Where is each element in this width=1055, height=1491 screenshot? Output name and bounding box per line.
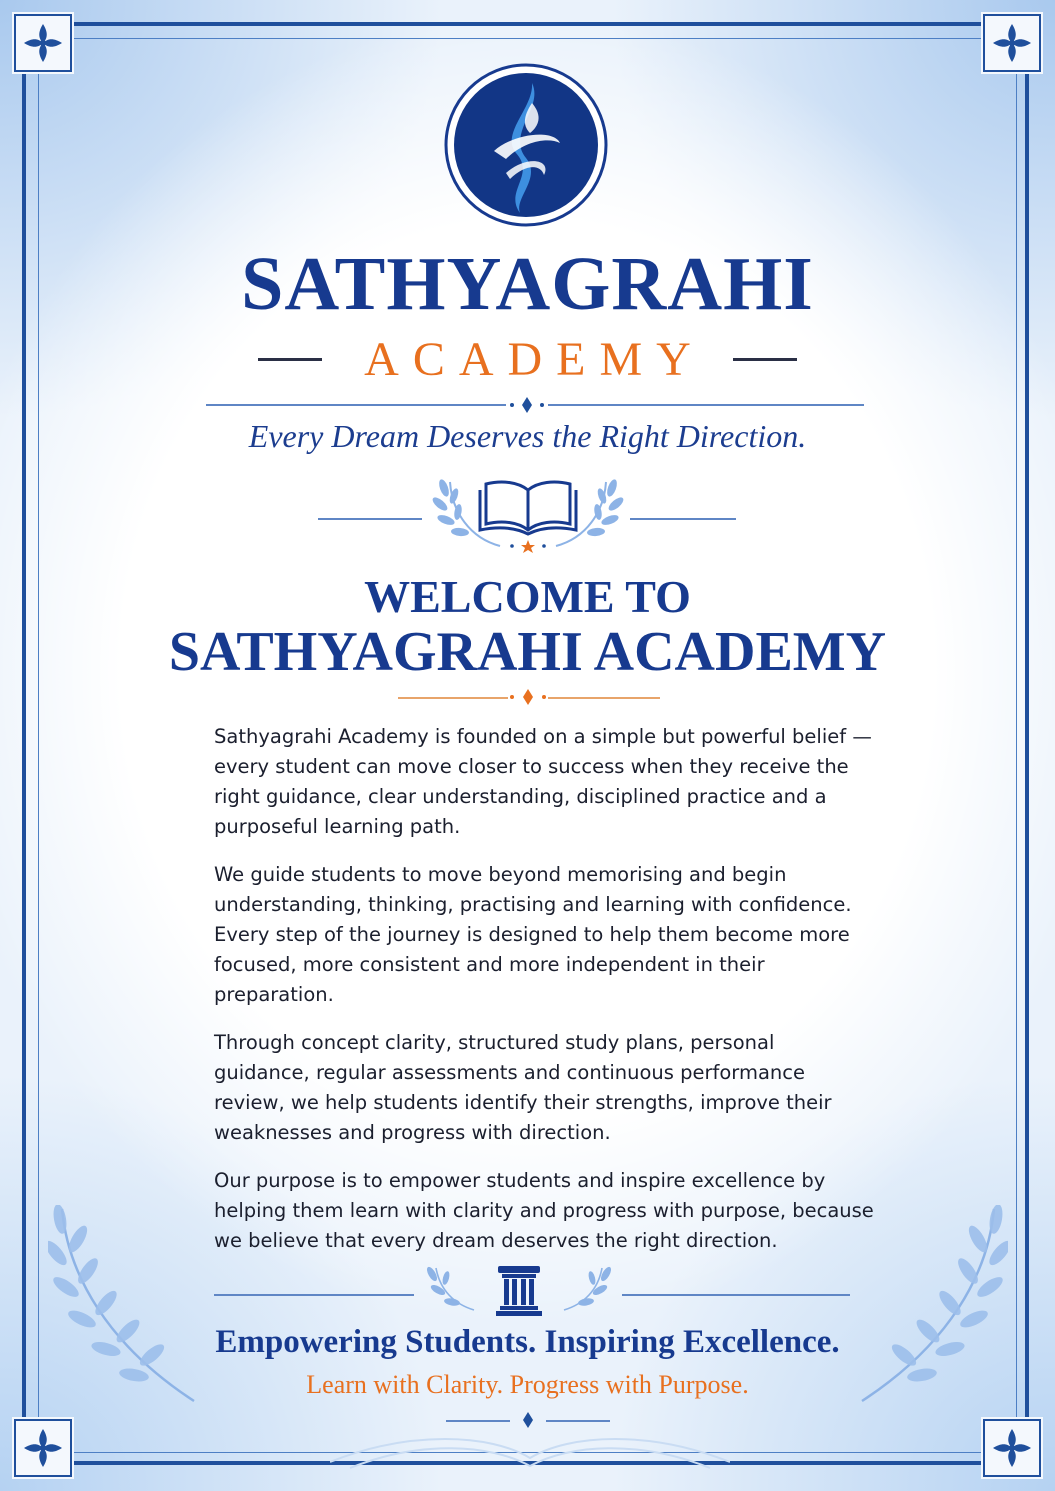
corner-ornament-icon (12, 1417, 74, 1479)
body-paragraph: Through concept clarity, structured study plans, personal guidance, regular assessments and continuous performance review, we help students identify their strengths, improve their weaknesses and progress with direction. (214, 1031, 832, 1144)
brand-subtitle-row (0, 332, 1055, 386)
open-book-decoration (330, 1400, 730, 1470)
laurel-icon (858, 1205, 1008, 1405)
divider-line (630, 518, 736, 520)
divider-dash (258, 358, 322, 361)
divider-line (206, 404, 506, 406)
laurel-icon (48, 1205, 198, 1405)
diamond-ornament-icon (508, 688, 548, 706)
body-paragraph: Sathyagrahi Academy is founded on a simple but powerful belief — every student can move closer to success when they receive the right guidance, clear understanding, disciplined practice and a purposeful learning path. (214, 725, 872, 838)
divider-line (548, 404, 864, 406)
welcome-heading-line2: SATHYAGRAHI ACADEMY (168, 621, 887, 683)
open-book-icon (430, 472, 626, 558)
corner-ornament-icon (12, 12, 74, 74)
divider-line (622, 1294, 850, 1296)
divider-line (398, 697, 508, 699)
tagline: Every Dream Deserves the Right Direction. (248, 418, 807, 454)
welcome-heading-line1: WELCOME TO (364, 571, 691, 622)
body-text (214, 722, 874, 1274)
divider-dash (733, 358, 797, 361)
logo-emblem-icon (444, 63, 608, 227)
divider-line (214, 1294, 414, 1296)
brand-title: SATHYAGRAHI (241, 242, 814, 326)
divider-line (318, 518, 422, 520)
corner-ornament-icon (981, 12, 1043, 74)
divider-line (548, 697, 660, 699)
pillar-icon (424, 1262, 614, 1322)
body-paragraph: We guide students to move beyond memorising and begin understanding, thinking, practising and learning with confidence. Every step of the journey is designed to help them become more focused, more consistent and more independent in their preparation. (214, 863, 852, 1006)
footer-submotto: Learn with Clarity. Progress with Purpose. (306, 1370, 749, 1399)
footer-motto: Empowering Students. Inspiring Excellence. (215, 1324, 840, 1360)
brand-subtitle: ACADEMY (364, 332, 705, 386)
diamond-ornament-icon (508, 396, 546, 414)
body-paragraph: Our purpose is to empower students and inspire excellence by helping them learn with clarity and progress with purpose, because we believe that every dream deserves the right direction. (214, 1169, 874, 1252)
corner-ornament-icon (981, 1417, 1043, 1479)
